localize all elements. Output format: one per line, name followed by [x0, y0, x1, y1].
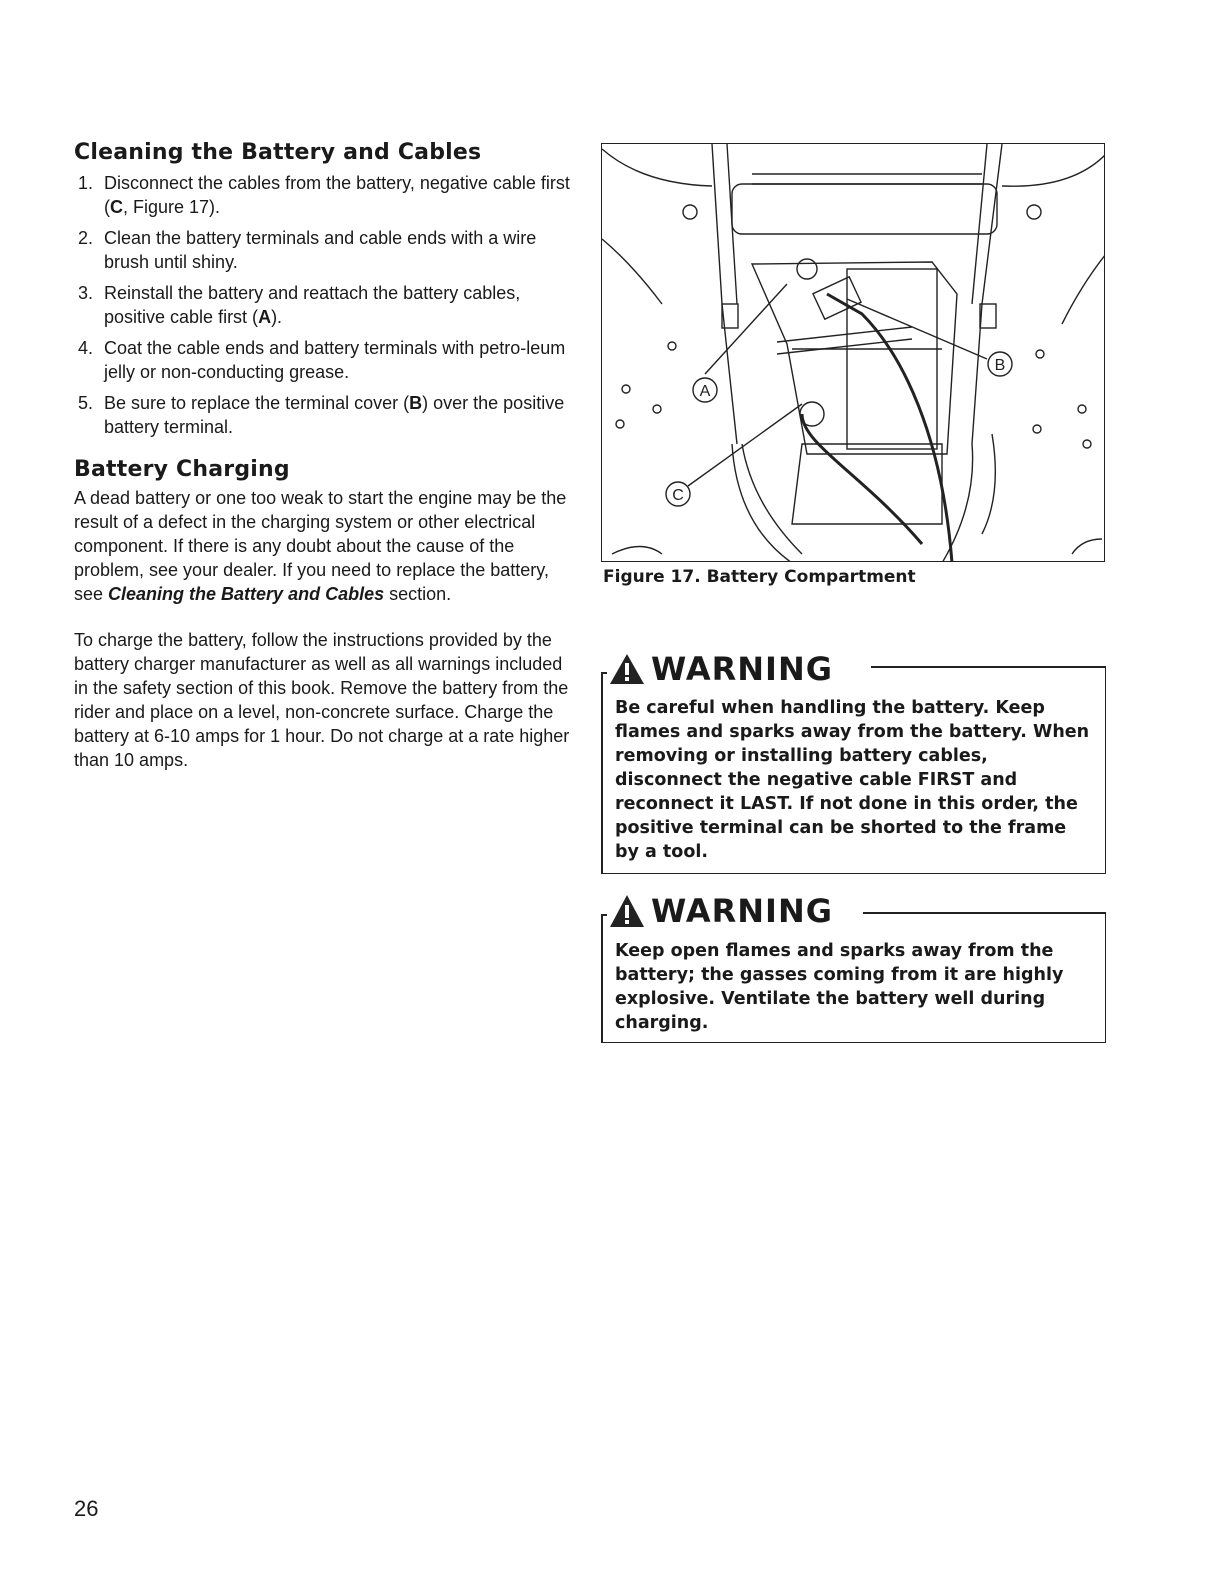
- list-item: 4. Coat the cable ends and battery terminals with petro-leum jelly or non-conducting grease.: [78, 338, 566, 382]
- warning-box-1: [601, 650, 1106, 874]
- warning-text-1: Be careful when handling the battery. Keep flames and sparks away from the battery. When removing or installing battery cables, disconnect the negative cable FIRST and reconnect it LAST. If not done in this order, the positive terminal can be shorted to the frame by a tool.: [615, 698, 1090, 862]
- battery-compartment-figure: [601, 143, 1105, 562]
- list-item: 1. Disconnect the cables from the battery, negative cable first (C, Figure 17).: [78, 173, 570, 217]
- warning-triangle-icon: [609, 653, 645, 685]
- list-item: 3. Reinstall the battery and reattach the battery cables, positive cable first (A).: [78, 283, 521, 327]
- charging-paragraph-2: To charge the battery, follow the instructions provided by the battery charger manufacturer as well as all warnings included in the safety section of this book. Remove the battery from the rider and place on a level, non-concrete surface. Charge the battery at 6-10 amps for 1 hour. Do not charge at a rate higher than 10 amps.: [74, 630, 570, 770]
- callout-c: C: [672, 487, 684, 504]
- step-number: 3.: [78, 283, 94, 303]
- callout-a: A: [699, 383, 711, 400]
- callout-b: B: [994, 357, 1006, 374]
- warning-triangle-icon: [609, 894, 645, 928]
- battery-illustration: [602, 144, 1105, 562]
- page-number: 26: [74, 1496, 99, 1521]
- charging-paragraph-1: A dead battery or one too weak to start the engine may be the result of a defect in the charging system or other electrical component. If there is any doubt about the cause of the problem, see your dealer. If you need to replace the battery, see Cleaning the Battery and Cables section.: [74, 488, 567, 604]
- list-item: 5. Be sure to replace the terminal cover (B) over the positive battery terminal.: [78, 393, 565, 437]
- warning-text-2: Keep open flames and sparks away from the battery; the gasses coming from it are highly explosive. Ventilate the battery well during charging.: [615, 941, 1064, 1033]
- step-number: 1.: [78, 173, 94, 193]
- step-number: 4.: [78, 338, 94, 358]
- warning-title-1: WARNING: [609, 650, 833, 688]
- list-item: 2. Clean the battery terminals and cable ends with a wire brush until shiny.: [78, 228, 537, 272]
- left-column: [74, 140, 574, 772]
- step-number: 5.: [78, 393, 94, 413]
- warning-box-2: [601, 892, 1106, 1043]
- figure-caption: Figure 17. Battery Compartment: [603, 567, 916, 587]
- section-heading-cleaning: Cleaning the Battery and Cables: [74, 140, 482, 165]
- step-number: 2.: [78, 228, 94, 248]
- warning-title-2: WARNING: [609, 892, 833, 930]
- section-heading-charging: Battery Charging: [74, 457, 290, 482]
- section-reference: Cleaning the Battery and Cables: [108, 584, 385, 604]
- cleaning-steps-list: [74, 171, 574, 439]
